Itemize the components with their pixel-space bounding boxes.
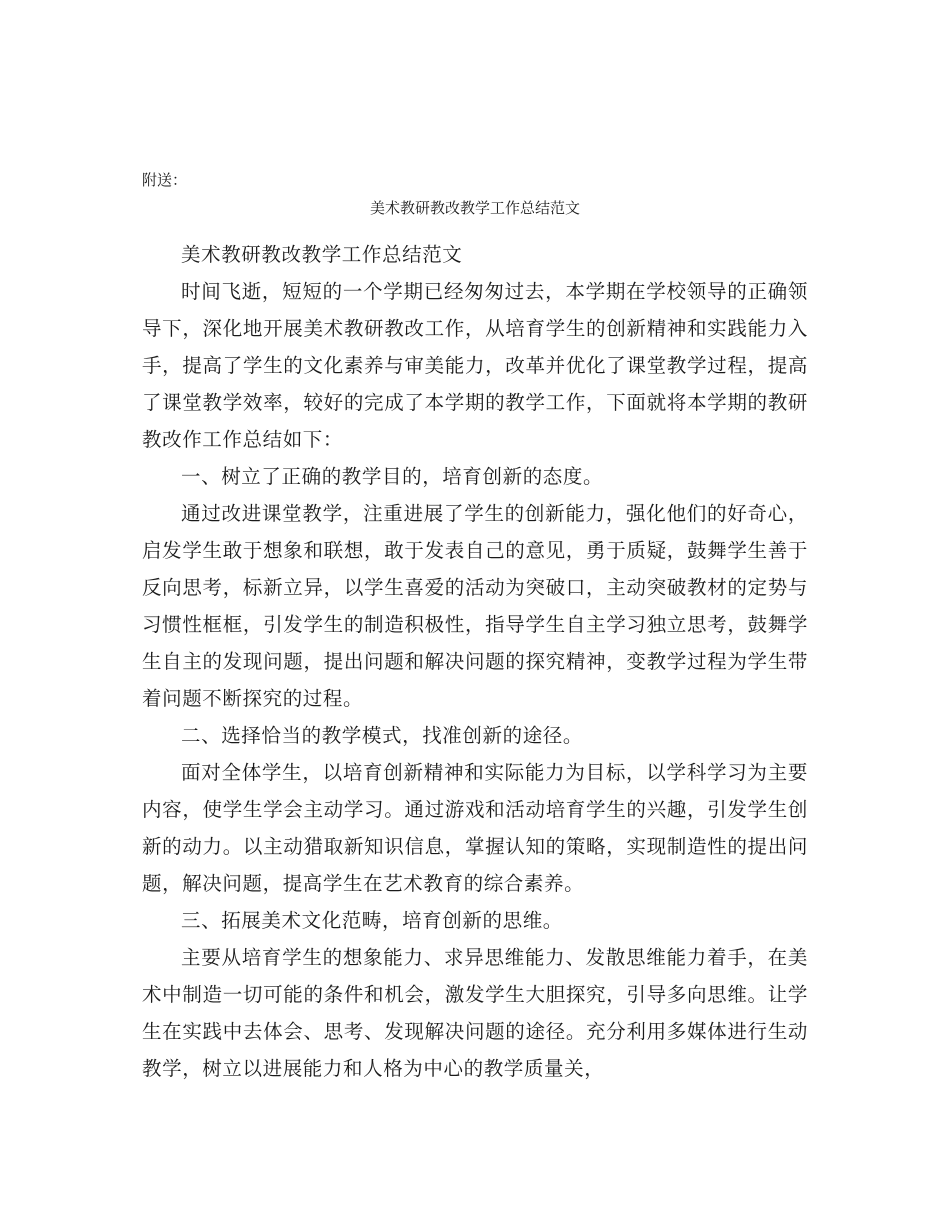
- attachment-label: 附送：: [142, 171, 188, 189]
- body-paragraph: 通过改进课堂教学，注重进展了学生的创新能力，强化他们的好奇心，启发学生敢于想象和联想，敢于发表自己的意见，勇于质疑，鼓舞学生善于反向思考，标新立异，以学生喜爱的活动为突破口，主动突破教材的定势与习惯性框框，引发学生的制造积极性，指导学生自主学习独立思考，鼓舞学生自主的发现问题，提出问题和解决问题的探究精神，变教学过程为学生带着问题不断探究的过程。: [142, 502, 808, 710]
- section-heading-2: 二、选择恰当的教学模式，找准创新的途径。: [181, 724, 584, 747]
- body-paragraph: 时间飞逝，短短的一个学期已经匆匆过去，本学期在学校领导的正确领导下，深化地开展美术教研教改工作，从培育学生的创新精神和实践能力入手，提高了学生的文化素养与审美能力，改革并优化了课堂教学过程，提高了课堂教学效率，较好的完成了本学期的教学工作，下面就将本学期的教研教改作工作总结如下：: [142, 280, 808, 451]
- section-heading-1: 一、树立了正确的教学目的，培育创新的态度。: [181, 465, 604, 488]
- body-paragraph: 主要从培育学生的想象能力、求异思维能力、发散思维能力着手，在美术中制造一切可能的条件和机会，激发学生大胆探究，引导多向思维。让学生在实践中去体会、思考、发现解决问题的途径。充分利用多媒体进行生动教学，树立以进展能力和人格为中心的教学质量关，: [142, 946, 808, 1080]
- document-body: [142, 236, 808, 1087]
- body-heading: 美术教研教改教学工作总结范文: [181, 243, 463, 266]
- body-paragraph: 面对全体学生，以培育创新精神和实际能力为目标，以学科学习为主要内容，使学生学会主动学习。通过游戏和活动培育学生的兴趣，引发学生创新的动力。以主动猎取新知识信息，掌握认知的策略，实现制造性的提出问题，解决问题，提高学生在艺术教育的综合素养。: [142, 761, 808, 895]
- section-heading-3: 三、拓展美术文化范畴，培育创新的思维。: [181, 909, 563, 932]
- document-title: 美术教研教改教学工作总结范文: [369, 199, 580, 217]
